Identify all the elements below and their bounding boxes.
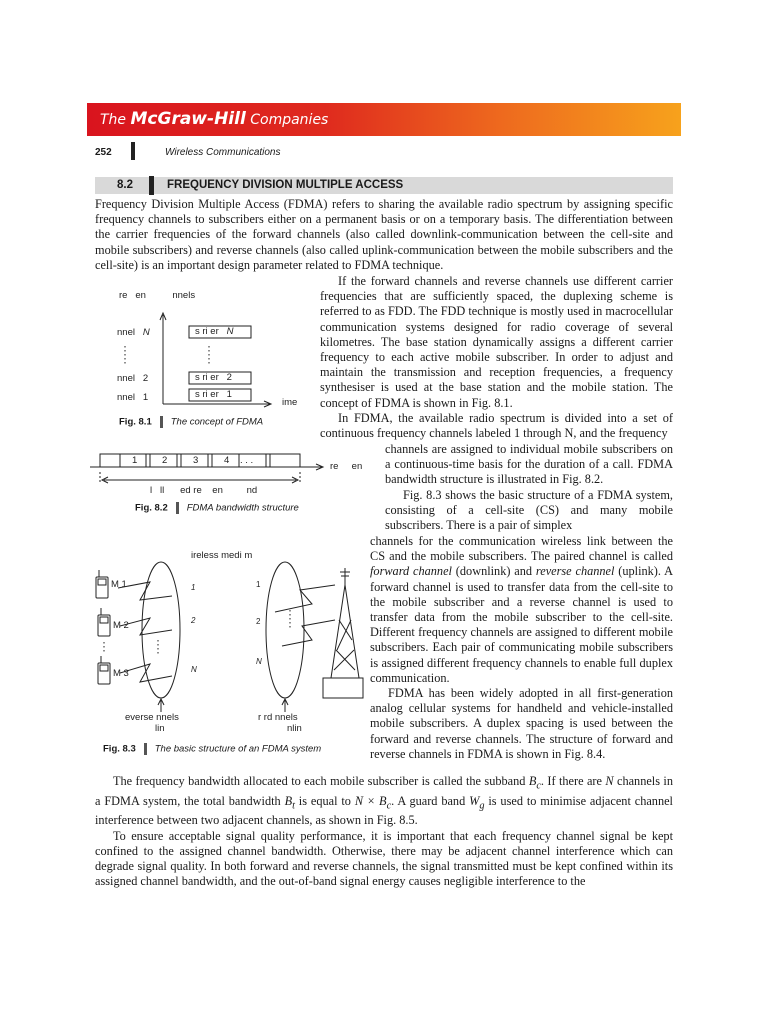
fig2-ch-4: 4 (224, 455, 230, 466)
fig2-ch-dots: . . . (240, 455, 254, 466)
fig3-fwd-1: 1 (256, 580, 261, 589)
publisher-logo: The McGraw-Hill Companies (100, 109, 329, 129)
fig1-carrier-1-label: s ri er 1 (195, 389, 232, 400)
section-title: FREQUENCY DIVISION MULTIPLE ACCESS (167, 179, 404, 191)
forward-link-1 (275, 585, 335, 612)
fig3-rev-2: 2 (191, 616, 196, 625)
paragraph-4a: Fig. 8.3 shows the basic structure of a FDMA system, consisting of a cell-site (CS) and many mobile subscribers. There is a pair of simplex (385, 487, 673, 533)
fig3-graphic (96, 562, 363, 712)
phone-icon-3 (98, 656, 110, 684)
cell-tower-icon (323, 568, 363, 698)
paragraph-3b: channels are assigned to individual mobile subscribers on a continuous-time basis for the duration of a call. FDMA bandwidth structure is illustrated in Fig. 8.2. Fig. 8.3 shows the basic structure of a FDMA system, consisting of a cell-site (CS) and many mobile subscribers. There is a pair of simplex (385, 442, 673, 533)
fig2-axis-label: re en (330, 461, 363, 472)
fig1-channel-1-label: nnel 1 (117, 392, 149, 403)
fig3-reverse-label: everse nnels (125, 712, 179, 723)
fig3-mobile-2: M 2 (113, 620, 129, 631)
fig3-fwd-N: N (256, 657, 262, 666)
forward-link-2 (282, 620, 335, 646)
section-number: 8.2 (117, 179, 133, 191)
fig3-forward-label: r rd nnels (258, 712, 298, 723)
fig2-ch-3: 3 (193, 455, 199, 466)
fig1-y-label: re en nnels (119, 290, 196, 301)
fig2-ch-1: 1 (132, 455, 138, 466)
paragraph-3a: In FDMA, the available radio spectrum is divided into a set of continuous frequency channels labeled 1 through N, and the frequency (320, 411, 673, 441)
fig3-reverse-sub: lin (155, 723, 165, 734)
fig2-ch-2: 2 (162, 455, 168, 466)
fig3-mobile-1: M 1 (111, 579, 127, 590)
paragraph-5: FDMA has been widely adopted in all first-generation analog cellular systems for handheld and vehicle-installed mobile subscribers. A duplex spacing is used between the forward and reverse channels. The structure of forward and reverse channels in FDMA is shown in Fig. 8.4. (370, 686, 673, 761)
fig1-channel-N-label: nnel N (117, 327, 150, 338)
fig1-caption: Fig. 8.1 The concept of FDMA (119, 416, 264, 428)
paragraph-7: To ensure acceptable signal quality performance, it is important that each frequency channel signal be kept confined to the assigned channel bandwidth. Otherwise, there may be adjacent channel interference which can degrade signal quality. In both forward and reverse channels, the signal transmitted must be kept confined within its assigned channel bandwidth, and the out-of-band signal energy causes negligible interference to the (95, 828, 673, 889)
fig2-caption: Fig. 8.2 FDMA bandwidth structure (135, 502, 299, 514)
paragraph-6: The frequency bandwidth allocated to each mobile subscriber is called the subband $B_c$. If there are N channels in a FDMA system, the total bandwidth $B_t$ is equal to $N \times B_c$. A guard band $W_g$ is used to minimise adjacent channel interference between two adjacent channels, as shown in Fig. 8.5. To ensure acceptable signal quality performance, it is important that each frequency channel signal be kept confined to the assigned channel bandwidth. Otherwise, there may be adjacent channel interference which can degrade signal quality. In both forward and reverse channels, the signal transmitted must be kept confined within its assigned channel bandwidth, and the out-of-band signal energy causes negligible interference to the (95, 774, 673, 889)
fig3-forward-sub: nlin (287, 723, 302, 734)
fig2-span-label: l ll ed re en nd (150, 485, 258, 496)
phone-icon-2 (98, 608, 110, 636)
paragraph-2: If the forward channels and reverse channels use different carrier frequencies that are sufficiently spaced, the duplexing scheme is referred to as FDD. The FDD technique is mostly used in macrocellular communication systems designed for radio coverage of several kilometres. The base station dynamically assigns a different carrier frequency to each active mobile subscriber. In order to adjust and maintain the transmission and reception frequencies, a frequency synthesiser is used at the base station and the mobile station. The concept of FDMA is shown in Fig. 8.1. (320, 274, 673, 410)
fig1-channel-2-label: nnel 2 (117, 373, 149, 384)
fig1-carrier-N-label: s ri er N (195, 326, 234, 337)
page-number: 252 (95, 147, 112, 158)
paragraph-1: Frequency Division Multiple Access (FDMA) refers to sharing the available radio spectrum by assigning specific frequency channels to subscribers either on a permanent basis or on a temporary basis. The differentiation between the carrier frequencies of the forward channels (also called downlink-communication between the cell-site and mobile subscribers) and reverse channels (also called uplink-communication between the mobile subscribers and the cell-site) is an important design parameter related to FDMA technique. (95, 197, 673, 272)
phone-icon-1 (96, 570, 108, 598)
forward-channel-ellipse (266, 562, 304, 698)
paragraph-4b: channels for the communication wireless link between the CS and the mobile subscribers. The paired channel is called forward channel (downlink) and reverse channel (uplink). A forward channel is used to transfer data from the cell-site to the mobile subscriber and a reverse channel is used to transfer data from the mobile subscriber to the cell-site. Different frequency channels are assigned to different mobile subscribers. Each pair of communicating mobile subscribers is assigned different frequency channels to enable full duplex communication. FDMA has been widely adopted in all first-generation analog cellular systems for handheld and vehicle-installed mobile subscribers. A duplex spacing is used between the forward and reverse channels. The structure of forward and reverse channels in FDMA is shown in Fig. 8.4. (370, 534, 674, 761)
fig1-x-label: ime (282, 397, 298, 408)
fig3-mobile-3: M 3 (113, 668, 129, 679)
fig3-medium-label: ireless medi m (191, 550, 253, 561)
fig2-graphic (90, 454, 323, 484)
fig1-carrier-2-label: s ri er 2 (195, 372, 232, 383)
book-title: Wireless Communications (165, 147, 281, 158)
fig3-rev-1: 1 (191, 583, 196, 592)
fig3-fwd-2: 2 (256, 617, 261, 626)
fig3-caption: Fig. 8.3 The basic structure of an FDMA system (103, 743, 322, 755)
fig3-rev-N: N (191, 665, 197, 674)
